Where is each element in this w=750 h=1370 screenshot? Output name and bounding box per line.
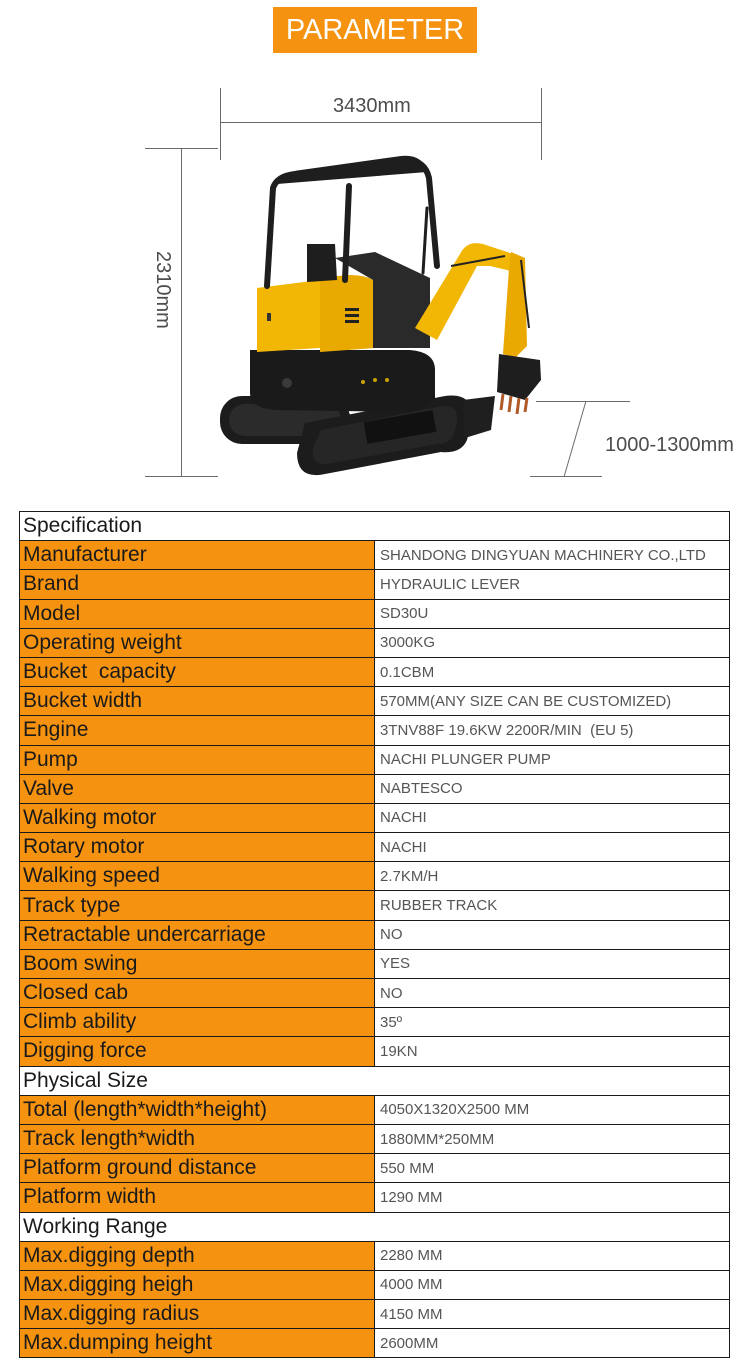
- spec-value: SHANDONG DINGYUAN MACHINERY CO.,LTD: [375, 541, 730, 570]
- spec-key: Model: [20, 599, 375, 628]
- table-row: [20, 570, 730, 599]
- spec-key: Engine: [20, 716, 375, 745]
- lower-body: [250, 350, 435, 412]
- spec-key: Brand: [20, 570, 375, 599]
- spec-key: Track type: [20, 891, 375, 920]
- bucket: [497, 354, 541, 414]
- spec-value: 4150 MM: [375, 1300, 730, 1329]
- spec-value: 550 MM: [375, 1154, 730, 1183]
- table-row: [20, 1183, 730, 1212]
- spec-value: 2.7KM/H: [375, 862, 730, 891]
- table-row: [20, 774, 730, 803]
- table-row: [20, 657, 730, 686]
- table-row: [20, 833, 730, 862]
- table-row: [20, 803, 730, 832]
- section-title-physical-size: Physical Size: [20, 1066, 730, 1095]
- spec-value: YES: [375, 949, 730, 978]
- parameter-banner: PARAMETER: [273, 7, 477, 53]
- spec-value: 3000KG: [375, 628, 730, 657]
- spec-value: 4000 MM: [375, 1270, 730, 1299]
- table-row: [20, 1241, 730, 1270]
- spec-key: Boom swing: [20, 949, 375, 978]
- spec-value: 3TNV88F 19.6KW 2200R/MIN (EU 5): [375, 716, 730, 745]
- table-row: [20, 862, 730, 891]
- height-dimension-line: [181, 148, 182, 477]
- table-row: [20, 1008, 730, 1037]
- spec-value: NACHI PLUNGER PUMP: [375, 745, 730, 774]
- spec-key: Max.digging depth: [20, 1241, 375, 1270]
- spec-value: 1290 MM: [375, 1183, 730, 1212]
- table-row: [20, 1037, 730, 1066]
- section-title-specification: Specification: [20, 512, 730, 541]
- table-row: [20, 628, 730, 657]
- table-row: [20, 1124, 730, 1153]
- spec-value: 2280 MM: [375, 1241, 730, 1270]
- table-row: [20, 716, 730, 745]
- spec-value: 0.1CBM: [375, 657, 730, 686]
- table-row: [20, 1154, 730, 1183]
- engine-cover: [257, 280, 320, 352]
- spec-value: 2600MM: [375, 1329, 730, 1358]
- spec-key: Track length*width: [20, 1124, 375, 1153]
- spec-key: Total (length*width*height): [20, 1095, 375, 1124]
- spec-key: Walking motor: [20, 803, 375, 832]
- spec-value: 4050X1320X2500 MM: [375, 1095, 730, 1124]
- spec-key: Rotary motor: [20, 833, 375, 862]
- spec-key: Operating weight: [20, 628, 375, 657]
- spec-table: [19, 511, 730, 1358]
- spec-key: Closed cab: [20, 979, 375, 1008]
- spec-value: NACHI: [375, 833, 730, 862]
- spec-value: RUBBER TRACK: [375, 891, 730, 920]
- section-header-row: [20, 1066, 730, 1095]
- spec-key: Retractable undercarriage: [20, 920, 375, 949]
- spec-value: 35º: [375, 1008, 730, 1037]
- spec-key: Platform width: [20, 1183, 375, 1212]
- spec-key: Valve: [20, 774, 375, 803]
- spec-key: Pump: [20, 745, 375, 774]
- spec-key: Digging force: [20, 1037, 375, 1066]
- table-row: [20, 541, 730, 570]
- table-row: [20, 1300, 730, 1329]
- height-dimension-label: 2310mm: [152, 251, 174, 329]
- table-row: [20, 920, 730, 949]
- spec-key: Max.digging radius: [20, 1300, 375, 1329]
- spec-value: NABTESCO: [375, 774, 730, 803]
- spec-value: HYDRAULIC LEVER: [375, 570, 730, 599]
- depth-dimension-label: 1000-1300mm: [605, 434, 734, 456]
- table-row: [20, 979, 730, 1008]
- section-title-working-range: Working Range: [20, 1212, 730, 1241]
- excavator-image: [215, 148, 550, 480]
- spec-key: Bucket width: [20, 687, 375, 716]
- table-row: [20, 1329, 730, 1358]
- dozer-blade: [463, 396, 495, 438]
- spec-key: Climb ability: [20, 1008, 375, 1037]
- boom-arm: [415, 243, 529, 358]
- spec-value: 570MM(ANY SIZE CAN BE CUSTOMIZED): [375, 687, 730, 716]
- table-row: [20, 891, 730, 920]
- spec-key: Max.dumping height: [20, 1329, 375, 1358]
- table-row: [20, 687, 730, 716]
- section-header-row: [20, 1212, 730, 1241]
- spec-value: NO: [375, 979, 730, 1008]
- table-row: [20, 599, 730, 628]
- table-row: [20, 1270, 730, 1299]
- length-dimension-label: 3430mm: [333, 95, 411, 117]
- table-row: [20, 745, 730, 774]
- length-dimension-line: [220, 122, 542, 123]
- spec-key: Walking speed: [20, 862, 375, 891]
- spec-value: NO: [375, 920, 730, 949]
- seat: [307, 244, 337, 282]
- spec-key: Max.digging heigh: [20, 1270, 375, 1299]
- spec-value: 1880MM*250MM: [375, 1124, 730, 1153]
- table-row: [20, 1095, 730, 1124]
- spec-value: NACHI: [375, 803, 730, 832]
- spec-value: SD30U: [375, 599, 730, 628]
- spec-value: 19KN: [375, 1037, 730, 1066]
- depth-dimension-diagonal: [560, 400, 590, 478]
- table-row: [20, 949, 730, 978]
- spec-key: Platform ground distance: [20, 1154, 375, 1183]
- spec-key: Manufacturer: [20, 541, 375, 570]
- section-header-row: [20, 512, 730, 541]
- spec-key: Bucket capacity: [20, 657, 375, 686]
